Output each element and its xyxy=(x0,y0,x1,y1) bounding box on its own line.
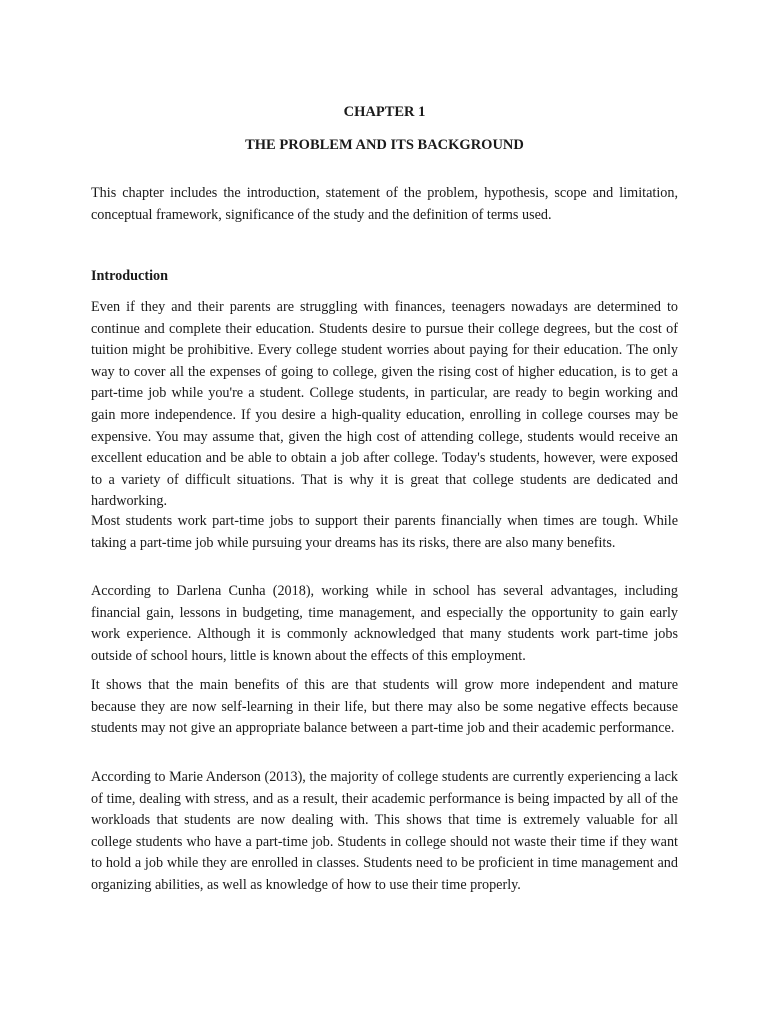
chapter-number: CHAPTER 1 xyxy=(343,103,426,120)
chapter-title: THE PROBLEM AND ITS BACKGROUND xyxy=(245,137,524,154)
body-paragraph: Most students work part-time jobs to support their parents financially when times are tough. While taking a part-time job while pursuing your dreams has its risks, there are also many benefits. xyxy=(91,513,678,551)
section-heading-introduction: Introduction xyxy=(91,268,168,284)
body-paragraph: According to Marie Anderson (2013), the majority of college students are currently experiencing a lack of time, dealing with stress, and as a result, their academic performance is being impacted by all of the workloads that students are now dealing with. This shows that time is extremely valuable for all college students who have a part-time job. Students in college should not waste their time if they want to hold a job while they are enrolled in classes. Students need to be proficient in time management and organizing abilities, as well as knowledge of how to use their time properly. xyxy=(91,769,678,893)
body-paragraph: According to Darlena Cunha (2018), working while in school has several advantages, including financial gain, lessons in budgeting, time management, and especially the opportunity to gain early work experience. Although it is commonly acknowledged that many students work part-time jobs outside of school hours, little is known about the effects of this employment. xyxy=(91,583,678,664)
body-paragraph: Even if they and their parents are struggling with finances, teenagers nowadays are determined to continue and complete their education. Students desire to pursue their college degrees, but the cost of tuition might be prohibitive. Every college student worries about paying for their education. The only way to cover all the expenses of going to college, given the rising cost of higher education, is to get a part-time job while you're a student. College students, in particular, are ready to begin working and gain more independence. If you desire a high-quality education, enrolling in college courses may be expensive. You may assume that, given the high cost of attending college, students would receive an excellent education and be able to obtain a job after college. Today's students, however, were exposed to a variety of difficult situations. That is why it is great that college students are dedicated and hardworking. xyxy=(91,299,678,510)
body-paragraph: It shows that the main benefits of this are that students will grow more independent and mature because they are now self-learning in their life, but there may also be some negative effects because students may not give an appropriate balance between a part-time job and their academic performance. xyxy=(91,677,678,737)
chapter-intro-paragraph: This chapter includes the introduction, statement of the problem, hypothesis, scope and limitation, conceptual framework, significance of the study and the definition of terms used. xyxy=(91,185,678,223)
